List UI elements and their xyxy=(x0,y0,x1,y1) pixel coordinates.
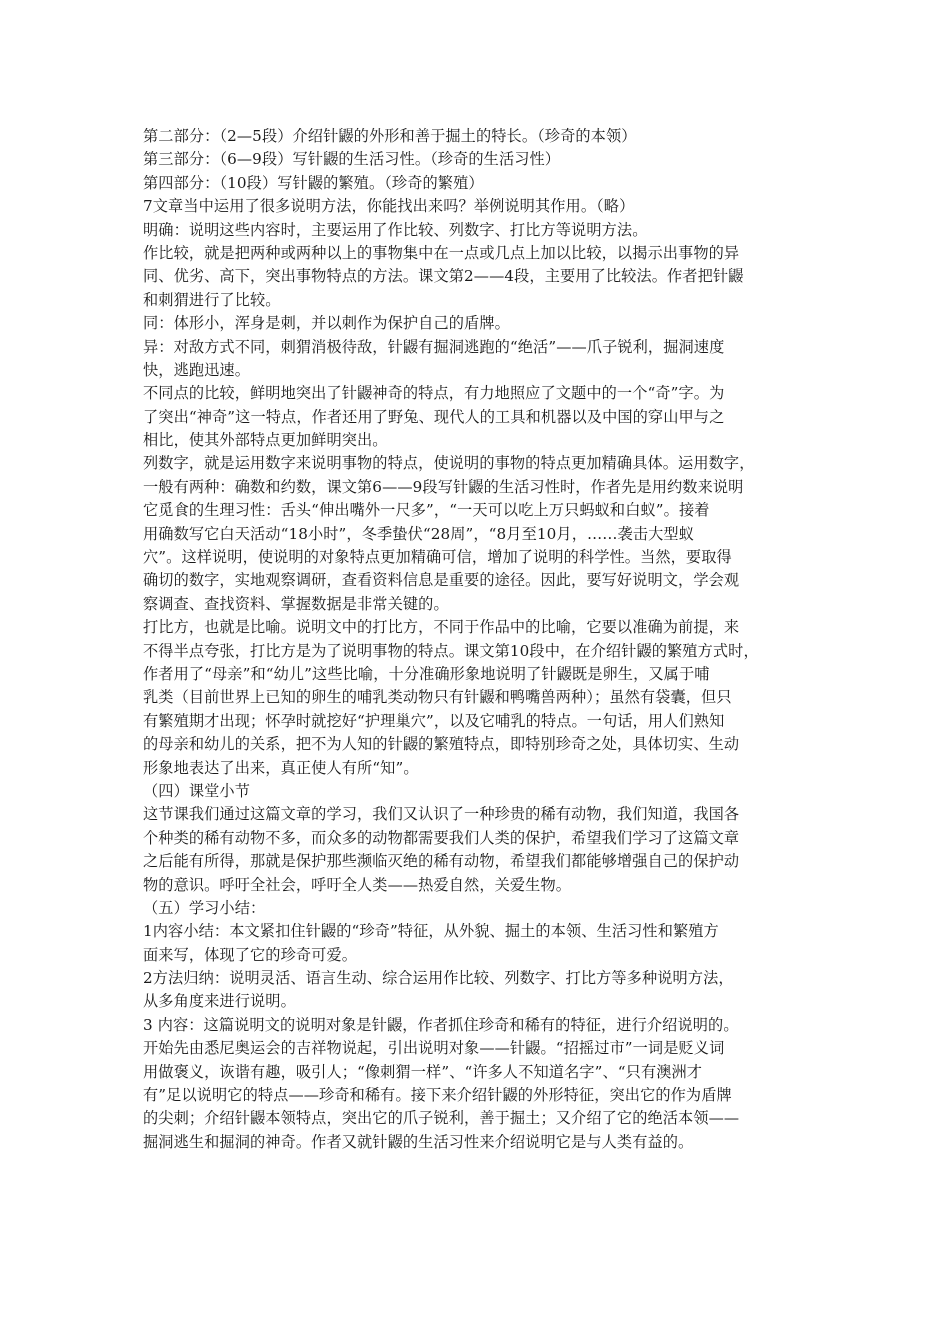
text-line: 察调查、查找资料、掌握数据是非常关键的。 xyxy=(143,594,449,613)
text-line: 了突出“神奇”这一特点，作者还用了野兔、现代人的工具和机器以及中国的穿山甲与之 xyxy=(143,407,725,426)
text-line: 第四部分：（10段）写针鼹的繁殖。（珍奇的繁殖） xyxy=(143,173,484,192)
text-line: （四）课堂小节 xyxy=(143,781,251,800)
text-line: 和刺猬进行了比较。 xyxy=(143,290,281,309)
text-line: 开始先由悉尼奥运会的吉祥物说起，引出说明对象——针鼹。“招摇过市”一词是贬义词 xyxy=(143,1039,725,1058)
text-line: 物的意识。呼吁全社会，呼吁全人类——热爱自然，关爱生物。 xyxy=(143,875,572,894)
text-line: 掘洞逃生和掘洞的神奇。作者又就针鼹的生活习性来介绍说明它是与人类有益的。 xyxy=(143,1132,694,1151)
text-line: 不得半点夸张，打比方是为了说明事物的特点。课文第10段中，在介绍针鼹的繁殖方式时， xyxy=(143,641,759,660)
text-line: 2方法归纳：说明灵活、语言生动、综合运用作比较、列数字、打比方等多种说明方法， xyxy=(143,969,734,988)
text-line: 7文章当中运用了很多说明方法，你能找出来吗？举例说明其作用。（略） xyxy=(143,197,635,216)
text-line: 的尖刺；介绍针鼹本领特点，突出它的爪子锐利，善于掘土；又介绍了它的绝活本领—— xyxy=(143,1109,740,1128)
text-line: 有”足以说明它的特点——珍奇和稀有。接下来介绍针鼹的外形特征，突出它的作为盾牌 xyxy=(143,1086,732,1105)
text-line: 的母亲和幼儿的关系，把不为人知的针鼹的繁殖特点，即特别珍奇之处，具体切实、生动 xyxy=(143,735,740,754)
text-line: 作比较，就是把两种或两种以上的事物集中在一点或几点上加以比较，以揭示出事物的异 xyxy=(143,243,740,262)
text-line: 明确：说明这些内容时，主要运用了作比较、列数字、打比方等说明方法。 xyxy=(143,220,648,239)
text-line: 快，逃跑迅速。 xyxy=(143,360,251,379)
text-line: 3 内容：这篇说明文的说明对象是针鼹，作者抓住珍奇和稀有的特征，进行介绍说明的。 xyxy=(143,1015,739,1034)
text-line: 列数字，就是运用数字来说明事物的特点，使说明的事物的特点更加精确具体。运用数字， xyxy=(143,454,755,473)
text-line: 这节课我们通过这篇文章的学习，我们又认识了一种珍贵的稀有动物，我们知道，我国各 xyxy=(143,805,740,824)
text-line: 用确数写它白天活动“18小时”，冬季蛰伏“28周”，“8月至10月，……袭击大型蚁 xyxy=(143,524,694,543)
text-line: 它觅食的生理习性：舌头“伸出嘴外一尺多”，“一天可以吃上万只蚂蚁和白蚁”。接着 xyxy=(143,501,710,520)
text-line: 穴”。这样说明，使说明的对象特点更加精确可信，增加了说明的科学性。当然，要取得 xyxy=(143,548,732,567)
text-line: 不同点的比较，鲜明地突出了针鼹神奇的特点，有力地照应了文题中的一个“奇”字。为 xyxy=(143,384,725,403)
text-line: 从多角度来进行说明。 xyxy=(143,992,296,1011)
text-line: 1内容小结：本文紧扣住针鼹的“珍奇”特征，从外貌、掘土的本领、生活习性和繁殖方 xyxy=(143,922,719,941)
text-line: 第二部分：（2—5段）介绍针鼹的外形和善于掘土的特长。（珍奇的本领） xyxy=(143,127,637,145)
text-line: 面来写，体现了它的珍奇可爱。 xyxy=(143,945,358,964)
text-line: 作者用了“母亲”和“幼儿”这些比喻，十分准确形象地说明了针鼹既是卵生，又属于哺 xyxy=(143,664,710,683)
text-line: 个种类的稀有动物不多，而众多的动物都需要我们人类的保护，希望我们学习了这篇文章 xyxy=(143,828,740,847)
text-line: 之后能有所得，那就是保护那些濒临灭绝的稀有动物，希望我们都能够增强自己的保护动 xyxy=(143,852,740,871)
text-line: 确切的数字，实地观察调研，查看资料信息是重要的途径。因此，要写好说明文，学会观 xyxy=(143,571,740,590)
text-line: 同：体形小，浑身是刺，并以刺作为保护自己的盾牌。 xyxy=(143,314,510,333)
text-line: 乳类（目前世界上已知的卵生的哺乳类动物只有针鼹和鸭嘴兽两种）；虽然有袋囊，但只 xyxy=(143,688,732,707)
text-line: 用做褒义，诙谐有趣，吸引人；“像刺猬一样”、“许多人不知道名字”、“只有澳洲才 xyxy=(143,1062,703,1081)
text-line: 相比，使其外部特点更加鲜明突出。 xyxy=(143,431,388,450)
text-line: 同、优劣、高下，突出事物特点的方法。课文第2——4段，主要用了比较法。作者把针鼹 xyxy=(143,267,744,286)
text-line: 异：对敌方式不同，刺猬消极待敌，针鼹有掘洞逃跑的“绝活”——爪子锐利，掘洞速度 xyxy=(143,337,725,356)
text-line: （五）学习小结： xyxy=(143,898,266,917)
text-line: 一般有两种：确数和约数，课文第6——9段写针鼹的生活习性时，作者先是用约数来说明 xyxy=(143,477,744,496)
document-page xyxy=(143,125,813,1154)
text-line: 第三部分：（6—9段）写针鼹的生活习性。（珍奇的生活习性） xyxy=(143,150,561,169)
text-line: 有繁殖期才出现；怀孕时就挖好“护理巢穴”，以及它哺乳的特点。一句话，用人们熟知 xyxy=(143,711,725,730)
text-line: 打比方，也就是比喻。说明文中的打比方，不同于作品中的比喻，它要以准确为前提，来 xyxy=(143,618,740,637)
text-line: 形象地表达了出来，真正使人有所“知”。 xyxy=(143,758,419,777)
